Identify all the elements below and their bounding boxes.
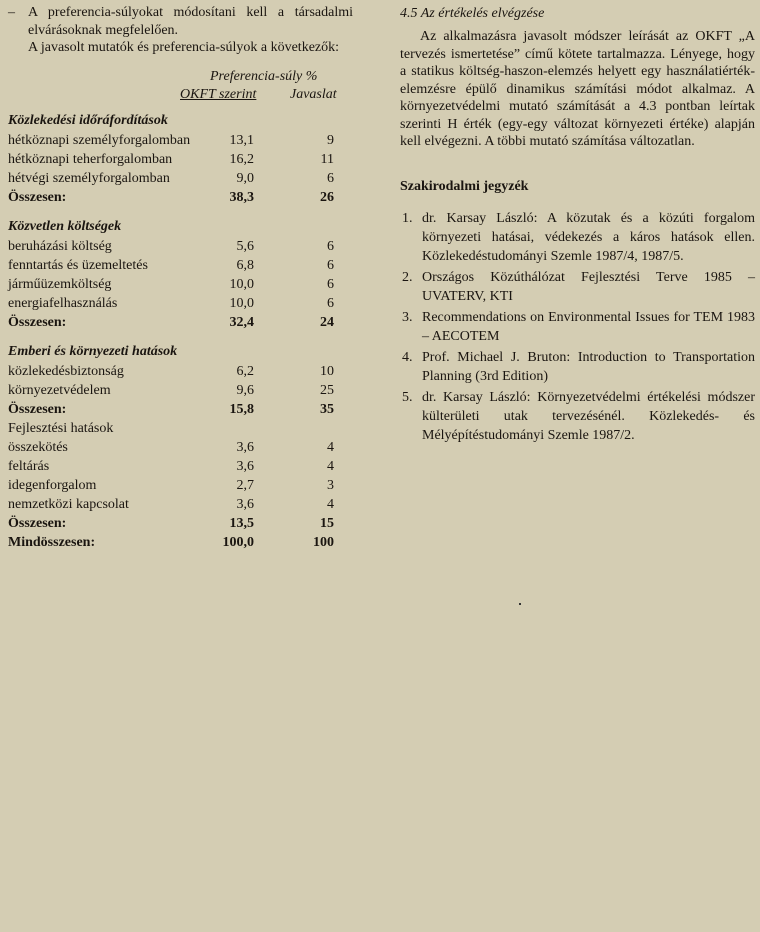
row-label: Összesen: bbox=[8, 189, 67, 205]
javaslat-value: 4 bbox=[327, 496, 334, 512]
reference-text: Országos Közúthálózat Fejlesztési Terve 1985 – UVATERV, KTI bbox=[422, 269, 755, 304]
okft-value: 38,3 bbox=[229, 189, 254, 205]
section-heading: 4.5 Az értékelés elvégzése bbox=[400, 6, 545, 21]
javaslat-value: 35 bbox=[320, 401, 334, 417]
reference-text: dr. Karsay László: Környezetvédelmi értékelési módszer külterületi utak tervezésénél. Közlekedés- és Mélyépítéstudományi Szemle 1987/2. bbox=[422, 389, 755, 443]
reference-number: 3. bbox=[402, 309, 413, 325]
javaslat-value: 4 bbox=[327, 458, 334, 474]
table-row bbox=[8, 438, 353, 457]
table-row bbox=[8, 294, 353, 313]
javaslat-value: 24 bbox=[320, 314, 334, 330]
okft-value: 15,8 bbox=[229, 401, 254, 417]
javaslat-value: 6 bbox=[327, 295, 334, 311]
reference-item bbox=[400, 209, 755, 266]
javaslat-value: 100 bbox=[313, 534, 334, 550]
reference-item bbox=[400, 268, 755, 306]
javaslat-value: 6 bbox=[327, 170, 334, 186]
javaslat-value: 15 bbox=[320, 515, 334, 531]
table-row bbox=[8, 169, 353, 188]
okft-value: 9,6 bbox=[236, 382, 254, 398]
table-row bbox=[8, 188, 353, 207]
table-row bbox=[8, 150, 353, 169]
okft-value: 3,6 bbox=[236, 458, 254, 474]
reference-item bbox=[400, 308, 755, 346]
row-label: Összesen: bbox=[8, 515, 67, 531]
bullet-text: A preferencia-súlyokat módosítani kell a társadalmi elvárásoknak megfelelően. bbox=[28, 5, 353, 38]
reference-item bbox=[400, 388, 755, 445]
reference-number: 4. bbox=[402, 349, 413, 365]
row-label: járműüzemköltség bbox=[8, 276, 112, 292]
okft-value: 16,2 bbox=[229, 151, 254, 167]
reference-number: 5. bbox=[402, 389, 413, 405]
table-row bbox=[8, 362, 353, 381]
table-row bbox=[8, 400, 353, 419]
javaslat-value: 26 bbox=[320, 189, 334, 205]
speck bbox=[519, 603, 521, 605]
reference-text: Recommendations on Environmental Issues for TEM 1983 – AECOTEM bbox=[422, 309, 755, 344]
okft-value: 2,7 bbox=[236, 477, 254, 493]
okft-value: 10,0 bbox=[229, 276, 254, 292]
okft-value: 9,0 bbox=[236, 170, 254, 186]
table-row bbox=[8, 275, 353, 294]
okft-value: 10,0 bbox=[229, 295, 254, 311]
table-row bbox=[8, 495, 353, 514]
okft-value: 6,2 bbox=[236, 363, 254, 379]
pref-header: Preferencia-súly % bbox=[210, 68, 318, 84]
table-row bbox=[8, 313, 353, 332]
row-label: Összesen: bbox=[8, 314, 67, 330]
row-label: összekötés bbox=[8, 439, 68, 455]
col-javaslat-header: Javaslat bbox=[290, 86, 337, 102]
table-row bbox=[8, 514, 353, 533]
row-label: energiafelhasználás bbox=[8, 295, 118, 311]
javaslat-value: 6 bbox=[327, 238, 334, 254]
table-row bbox=[8, 256, 353, 275]
references-list bbox=[400, 209, 755, 445]
row-label: fenntartás és üzemeltetés bbox=[8, 257, 148, 273]
row-label: hétköznapi teherforgalomban bbox=[8, 151, 173, 167]
javaslat-value: 9 bbox=[327, 132, 334, 148]
method-paragraph: Az alkalmazásra javasolt módszer leírását az OKFT „A tervezés ismertetése” című kötete tartalmazza. Lényege, hogy a statikus költség-haszon-elemzés helyett egy használatiérték-elemzésre épülő dinamikus számítási módot alkalmaz. A környezetvédelmi mutató számítását a 4.3 pontban leírtak szerinti H érték (egy-egy változat környezeti értéke) alapján kell elvégezni. A többi mutató számítása változatlan. bbox=[400, 29, 755, 149]
javaslat-value: 11 bbox=[320, 151, 334, 167]
okft-value: 3,6 bbox=[236, 439, 254, 455]
reference-number: 1. bbox=[402, 210, 413, 226]
table-row bbox=[8, 533, 353, 552]
col-okft-header: OKFT szerint bbox=[180, 86, 257, 102]
left-column bbox=[8, 0, 353, 552]
right-column bbox=[400, 0, 755, 447]
table-section-title: Közlekedési időráfordítások bbox=[8, 112, 168, 128]
bullet-paragraph bbox=[8, 4, 353, 39]
row-label: idegenforgalom bbox=[8, 477, 97, 493]
row-label: beruházási költség bbox=[8, 238, 112, 254]
javaslat-value: 3 bbox=[327, 477, 334, 493]
table-row bbox=[8, 457, 353, 476]
row-label: hétvégi személyforgalomban bbox=[8, 170, 170, 186]
row-label: nemzetközi kapcsolat bbox=[8, 496, 129, 512]
table-row bbox=[8, 476, 353, 495]
weights-table bbox=[8, 111, 353, 552]
row-label: közlekedésbiztonság bbox=[8, 363, 124, 379]
intro-paragraph: A javasolt mutatók és preferencia-súlyok a következők: bbox=[28, 40, 340, 55]
table-header bbox=[8, 63, 353, 101]
table-section-title: Emberi és környezeti hatások bbox=[8, 343, 178, 359]
row-label: környezetvédelem bbox=[8, 382, 111, 398]
reference-text: dr. Karsay László: A közutak és a közúti forgalom környezeti hatásai, védekezés a káros hatások ellen. Közlekedéstudományi Szemle 1987/4, 1987/5. bbox=[422, 210, 755, 264]
row-label: Fejlesztési hatások bbox=[8, 420, 114, 436]
okft-value: 13,5 bbox=[229, 515, 254, 531]
okft-value: 100,0 bbox=[222, 534, 254, 550]
okft-value: 32,4 bbox=[229, 314, 254, 330]
row-label: Összesen: bbox=[8, 401, 67, 417]
table-row bbox=[8, 237, 353, 256]
okft-value: 6,8 bbox=[236, 257, 254, 273]
row-label: feltárás bbox=[8, 458, 50, 474]
reference-item bbox=[400, 348, 755, 386]
row-label: Mindösszesen: bbox=[8, 534, 96, 550]
row-label: hétköznapi személyforgalomban bbox=[8, 132, 191, 148]
table-row bbox=[8, 131, 353, 150]
reference-number: 2. bbox=[402, 269, 413, 285]
javaslat-value: 6 bbox=[327, 257, 334, 273]
okft-value: 3,6 bbox=[236, 496, 254, 512]
okft-value: 5,6 bbox=[236, 238, 254, 254]
javaslat-value: 25 bbox=[320, 382, 334, 398]
javaslat-value: 4 bbox=[327, 439, 334, 455]
table-section-title: Közvetlen költségek bbox=[8, 218, 122, 234]
references-title: Szakirodalmi jegyzék bbox=[400, 178, 529, 194]
bullet-dash: – bbox=[8, 5, 15, 20]
table-row bbox=[8, 419, 353, 438]
table-row bbox=[8, 381, 353, 400]
javaslat-value: 10 bbox=[320, 363, 334, 379]
okft-value: 13,1 bbox=[229, 132, 254, 148]
reference-text: Prof. Michael J. Bruton: Introduction to Transportation Planning (3rd Edition) bbox=[422, 349, 755, 384]
javaslat-value: 6 bbox=[327, 276, 334, 292]
